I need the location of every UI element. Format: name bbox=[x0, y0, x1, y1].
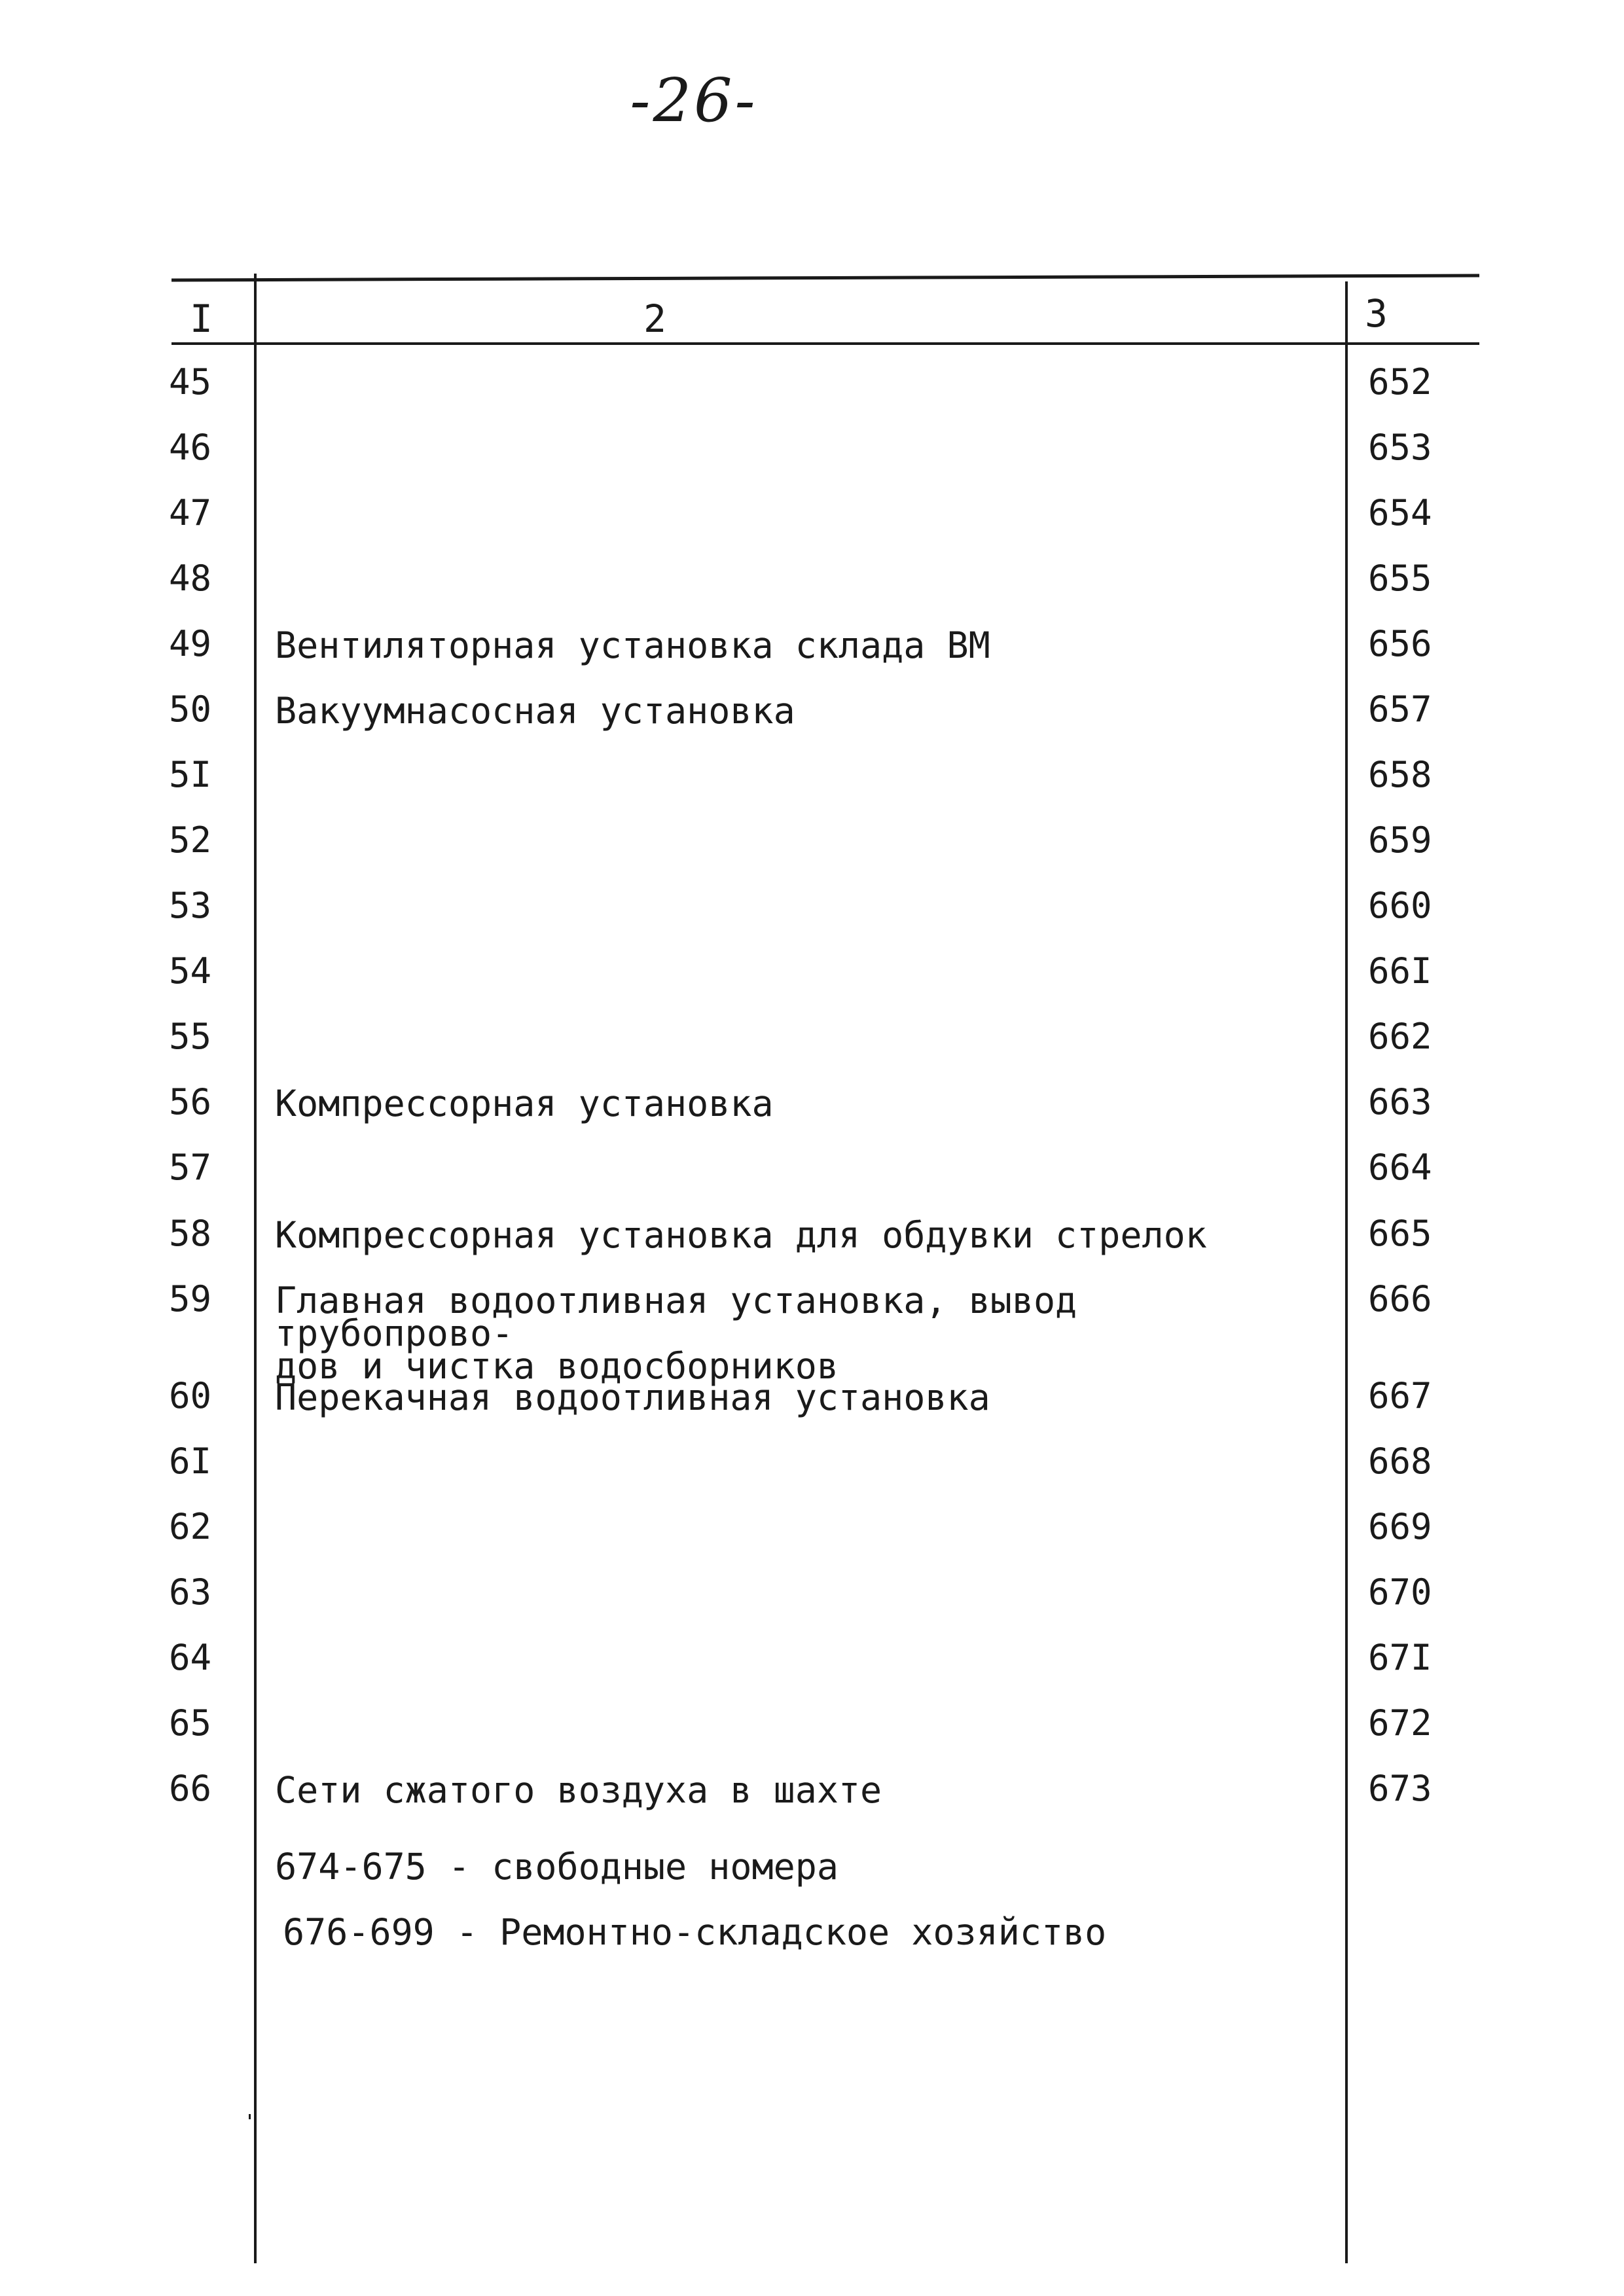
row-number: 57 bbox=[169, 1147, 212, 1188]
row-number: 54 bbox=[169, 950, 212, 992]
row-name: Компрессорная установка bbox=[275, 1083, 774, 1124]
table-row bbox=[0, 1081, 1624, 1150]
row-code: 66I bbox=[1368, 950, 1432, 992]
row-code: 667 bbox=[1368, 1375, 1432, 1416]
row-name: Сети сжатого воздуха в шахте bbox=[275, 1769, 882, 1811]
row-number: 45 bbox=[169, 361, 212, 403]
row-code: 668 bbox=[1368, 1441, 1432, 1482]
row-number: 50 bbox=[169, 689, 212, 730]
table-row bbox=[0, 1278, 1624, 1387]
row-code: 663 bbox=[1368, 1081, 1432, 1122]
page-number: -26- bbox=[630, 65, 758, 135]
table-row bbox=[0, 1702, 1624, 1771]
table-row bbox=[0, 950, 1624, 1019]
table-header-rule bbox=[171, 342, 1479, 345]
row-number: 6I bbox=[169, 1441, 212, 1482]
row-code: 652 bbox=[1368, 361, 1432, 403]
row-code: 654 bbox=[1368, 492, 1432, 533]
row-code: 665 bbox=[1368, 1213, 1432, 1254]
row-code: 673 bbox=[1368, 1768, 1432, 1809]
row-code: 660 bbox=[1368, 885, 1432, 926]
table-row bbox=[0, 427, 1624, 495]
note-repair-storage: 676-699 - Ремонтно-складское хозяйство bbox=[283, 1911, 1107, 1953]
table-row bbox=[0, 558, 1624, 626]
row-number: 49 bbox=[169, 623, 212, 664]
row-number: 48 bbox=[169, 558, 212, 599]
row-code: 653 bbox=[1368, 427, 1432, 468]
table-row bbox=[0, 492, 1624, 561]
row-number: 55 bbox=[169, 1016, 212, 1057]
table-row bbox=[0, 1571, 1624, 1640]
row-name: Компрессорная установка для обдувки стрелок bbox=[275, 1214, 1207, 1256]
table-row bbox=[0, 1637, 1624, 1706]
column-header-3: 3 bbox=[1365, 291, 1388, 336]
row-code: 656 bbox=[1368, 623, 1432, 664]
row-code: 672 bbox=[1368, 1702, 1432, 1744]
row-number: 46 bbox=[169, 427, 212, 468]
table-top-rule bbox=[171, 274, 1479, 282]
row-code: 67I bbox=[1368, 1637, 1432, 1678]
row-number: 56 bbox=[169, 1081, 212, 1122]
row-name: Вентиляторная установка склада ВМ bbox=[275, 624, 990, 666]
column-header-1: I bbox=[190, 296, 213, 341]
table-row bbox=[0, 361, 1624, 430]
row-number: 52 bbox=[169, 819, 212, 861]
note-free-numbers: 674-675 - свободные номера bbox=[275, 1846, 839, 1888]
table-row bbox=[0, 885, 1624, 954]
table-row bbox=[0, 1768, 1624, 1837]
table-row bbox=[0, 1506, 1624, 1575]
row-number: 53 bbox=[169, 885, 212, 926]
table-row bbox=[0, 819, 1624, 888]
row-name: Главная водоотливная установка, вывод трубопрово- дов и чистка водосборников bbox=[275, 1280, 1077, 1387]
row-number: 60 bbox=[169, 1375, 212, 1416]
margin-tick bbox=[249, 2114, 251, 2119]
row-number: 59 bbox=[169, 1278, 212, 1319]
row-code: 666 bbox=[1368, 1278, 1432, 1319]
table-row bbox=[0, 754, 1624, 823]
row-name: Перекачная водоотливная установка bbox=[275, 1376, 990, 1418]
row-number: 65 bbox=[169, 1702, 212, 1744]
row-number: 66 bbox=[169, 1768, 212, 1809]
row-code: 657 bbox=[1368, 689, 1432, 730]
table-row bbox=[0, 1375, 1624, 1444]
table-row bbox=[0, 1147, 1624, 1215]
row-code: 669 bbox=[1368, 1506, 1432, 1547]
row-code: 658 bbox=[1368, 754, 1432, 795]
table-row bbox=[0, 1213, 1624, 1282]
row-number: 47 bbox=[169, 492, 212, 533]
row-code: 659 bbox=[1368, 819, 1432, 861]
row-number: 58 bbox=[169, 1213, 212, 1254]
row-code: 655 bbox=[1368, 558, 1432, 599]
row-number: 5I bbox=[169, 754, 212, 795]
column-header-2: 2 bbox=[643, 296, 666, 341]
row-number: 62 bbox=[169, 1506, 212, 1547]
row-name: Вакуумнасосная установка bbox=[275, 690, 795, 732]
row-code: 662 bbox=[1368, 1016, 1432, 1057]
table-row bbox=[0, 1441, 1624, 1509]
table-row bbox=[0, 689, 1624, 757]
row-code: 670 bbox=[1368, 1571, 1432, 1613]
row-number: 64 bbox=[169, 1637, 212, 1678]
table-row bbox=[0, 1016, 1624, 1085]
row-number: 63 bbox=[169, 1571, 212, 1613]
table-row bbox=[0, 623, 1624, 692]
row-code: 664 bbox=[1368, 1147, 1432, 1188]
